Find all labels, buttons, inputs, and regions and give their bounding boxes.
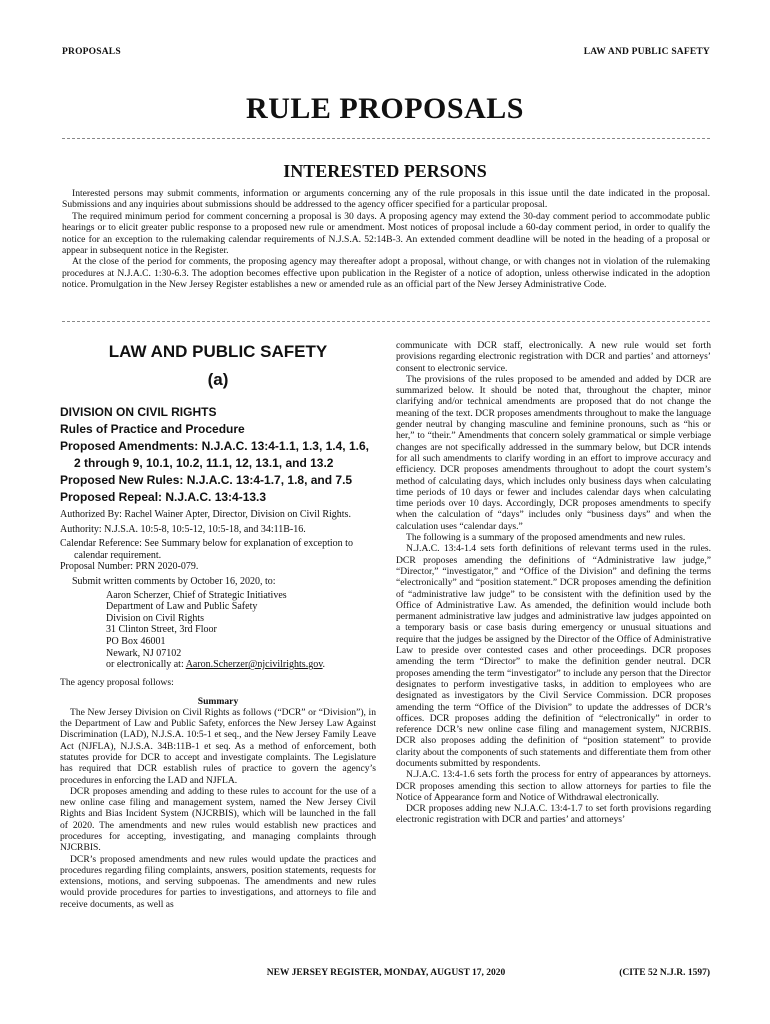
item-letter: (a) xyxy=(207,370,229,389)
running-header-left: PROPOSALS xyxy=(62,47,121,57)
authority: Authority: N.J.S.A. 10:5-8, 10:5-12, 10:5-18, and 34:11B-16. xyxy=(60,523,306,535)
authorized-by: Authorized By: Rachel Wainer Apter, Director, Division on Civil Rights. xyxy=(60,509,351,520)
email-suffix: . xyxy=(322,659,326,671)
proposal-metadata xyxy=(60,509,376,588)
address-line: Department of Law and Public Safety xyxy=(106,601,258,613)
summary-heading: Summary xyxy=(197,695,239,707)
paragraph: DCR’s proposed amendments and new rules would update the practices and procedures regarding filing complaints, answers, position statements, requests for extensions, motions, and serving subpoenas. The amendments and new rules would provide procedures for parties to investigations, and attorneys to file and receive documents, as well as xyxy=(60,853,376,910)
proposal-follows: The agency proposal follows: xyxy=(60,676,174,688)
footer-citation: (CITE 52 N.J.R. 1597) xyxy=(619,968,710,978)
right-column xyxy=(396,340,711,826)
address-line xyxy=(106,659,376,671)
left-column xyxy=(60,340,376,910)
interested-persons-text xyxy=(62,188,710,291)
interested-persons-heading: INTERESTED PERSONS xyxy=(283,161,487,181)
address-line: Aaron Scherzer, Chief of Strategic Initiatives xyxy=(106,589,287,601)
page-title: RULE PROPOSALS xyxy=(246,92,524,125)
running-header-right: LAW AND PUBLIC SAFETY xyxy=(583,47,710,57)
email-prefix: or electronically at: xyxy=(106,659,186,671)
division-heading: DIVISION ON CIVIL RIGHTS xyxy=(60,405,217,419)
paragraph: DCR proposes adding new N.J.A.C. 13:4-1.7 to set forth provisions regarding electronic registration with DCR and parties’ and attorneys’ xyxy=(396,803,711,826)
paragraph: N.J.A.C. 13:4-1.6 sets forth the process for entry of appearances by attorneys. DCR proposes amending this section to allow attorneys for parties to file the Notice of Appearance form and Notice of Withdrawal electronically. xyxy=(396,769,711,803)
paragraph: The New Jersey Division on Civil Rights as follows (“DCR” or “Division”), in the Department of Law and Public Safety, enforces the New Jersey Law Against Discrimination (LAD), N.J.S.A. 10:5-1 et seq., and the New Jersey Family Leave Act (NJFLA), N.J.S.A. 34B:11B-1 et seq. As a method of enforcement, both statutes provide for DCR to accept and investigate complaints. The Legislature has required that DCR establish rules of practice to govern the agency’s procedures in enforcing the LAD and NJFLA. xyxy=(60,706,376,786)
paragraph: Interested persons may submit comments, information or arguments concerning any of the rule proposals in this issue until the date indicated in the proposal. Submissions and any inquiries about submissions should be addressed to the agency officer specified for a particular proposal. xyxy=(62,188,710,211)
address-line: Newark, NJ 07102 xyxy=(106,647,182,659)
proposed-new-rules: Proposed New Rules: N.J.A.C. 13:4-1.7, 1.8, and 7.5 xyxy=(60,473,353,487)
paragraph: communicate with DCR staff, electronically. A new rule would set forth provisions regarding electronic registration with DCR and parties’ and attorneys’ consent to electronic service. xyxy=(396,340,711,374)
mailing-address xyxy=(106,590,376,671)
proposed-amendments: Proposed Amendments: N.J.A.C. 13:4-1.1, 1.3, 1.4, 1.6, 2 through 9, 10.1, 10.2, 11.1, 12, 13.1, and 13.2 xyxy=(60,439,369,470)
divider xyxy=(62,138,710,139)
address-line: Division on Civil Rights xyxy=(106,612,205,624)
footer-issue: NEW JERSEY REGISTER, MONDAY, AUGUST 17, 2020 xyxy=(266,968,506,978)
address-line: PO Box 46001 xyxy=(106,635,166,647)
address-line: 31 Clinton Street, 3rd Floor xyxy=(106,624,217,636)
paragraph: At the close of the period for comments, the proposing agency may thereafter adopt a proposal, without change, or with changes not in violation of the rulemaking procedures at N.J.A.C. 1:30-6.3. The adoption becomes effective upon publication in the Register of a notice of adoption, unless otherwise indicated in the adoption notice. Promulgation in the New Jersey Register establishes a new or amended rule as an official part of the New Jersey Administrative Code. xyxy=(62,256,710,291)
proposal-number: Proposal Number: PRN 2020-079. xyxy=(60,561,199,573)
calendar-reference: Calendar Reference: See Summary below for explanation of exception to calendar requirement. xyxy=(60,538,353,561)
submit-comments: Submit written comments by October 16, 2020, to: xyxy=(72,575,276,587)
paragraph: The required minimum period for comment concerning a proposal is 30 days. A proposing agency may extend the 30-day comment period to accommodate public hearings or to elicit greater public response to a proposed new rule or amendment. Most notices of proposal include a 60-day comment period, in order to qualify the notice for an exception to the rulemaking calendar requirements of N.J.S.A. 52:14B-3. An extended comment deadline will be noted in the heading of a proposal or appear in subsequent notice in the Register. xyxy=(62,210,710,257)
agency-heading: LAW AND PUBLIC SAFETY xyxy=(108,342,328,361)
divider xyxy=(62,321,710,322)
paragraph: The following is a summary of the proposed amendments and new rules. xyxy=(406,532,686,544)
rules-heading: Rules of Practice and Procedure xyxy=(60,422,245,436)
paragraph: N.J.A.C. 13:4-1.4 sets forth definitions of relevant terms used in the rules. DCR proposes amending the definitions of “Administrative law judge,” “Director,” “investigator,” and “Office of the Division” and defining the terms “electronically” and “position statement.” DCR proposes amending the definition of “administrative law judge” to be consistent with the definition used by the Office of Administrative Law. As amended, the definition would include both permanent administrative law judges and administrative law judges appointed on a temporary basis or case basis during emergency or unusual situations and require that the judges be assigned by the Director of the Office of Administrative Law to preside over contested cases and other proceedings. DCR proposes amending the term “Director” to make the definition gender neutral. DCR proposes amending the term “investigator” to include any person that the Director designates to perform investigative tasks, in addition to employees who are designated as investigators by the Civil Service Commission. DCR proposes amending the term “Office of the Division” to update the addresses of DCR’s offices. DCR proposes adding the definition of “electronically” in order to reference DCR’s new online case filing and management system, NJCRBIS. DCR also proposes adding the definition of “position statement” to provide clarity about the components of such statements and differentiate them from other documents submitted by respondents. xyxy=(396,543,711,769)
paragraph: The provisions of the rules proposed to be amended and added by DCR are summarized below. It should be noted that, throughout the chapter, minor clarifying and/or technical amendments are proposed that do not change the meaning of the text. DCR proposes amendments throughout to make the language gender neutral by changing masculine and feminine pronouns, such as “his or her,” to “their.” Amendments that concern solely grammatical or simple verbiage changes are not specifically addressed in the summary below, but DCR intends for all such amendments to clarify wording in an effort to improve accuracy and efficiency. DCR proposes amendments throughout to adopt the court system’s method of calculating days, which includes only business days when calculating time periods of 10 days or fewer and includes calendar days when calculating time periods over 10 days. Accordingly, DCR proposes amendments to specify when the calculation of “days” includes only “business days” and when the calculation uses “calendar days.” xyxy=(396,373,711,532)
email-link[interactable]: Aaron.Scherzer@njcivilrights.gov xyxy=(185,659,323,671)
paragraph: DCR proposes amending and adding to these rules to account for the use of a new online case filing and management system, named the New Jersey Civil Rights and Bias Incident System (NJCRBIS), which will be launched in the fall of 2020. The amendments and new rules would establish new practices and procedures for accepting, investigating, and managing complaints through NJCRBIS. xyxy=(60,785,376,854)
summary-text xyxy=(60,707,376,910)
proposed-repeal: Proposed Repeal: N.J.A.C. 13:4-13.3 xyxy=(60,490,267,504)
running-header xyxy=(62,47,710,57)
